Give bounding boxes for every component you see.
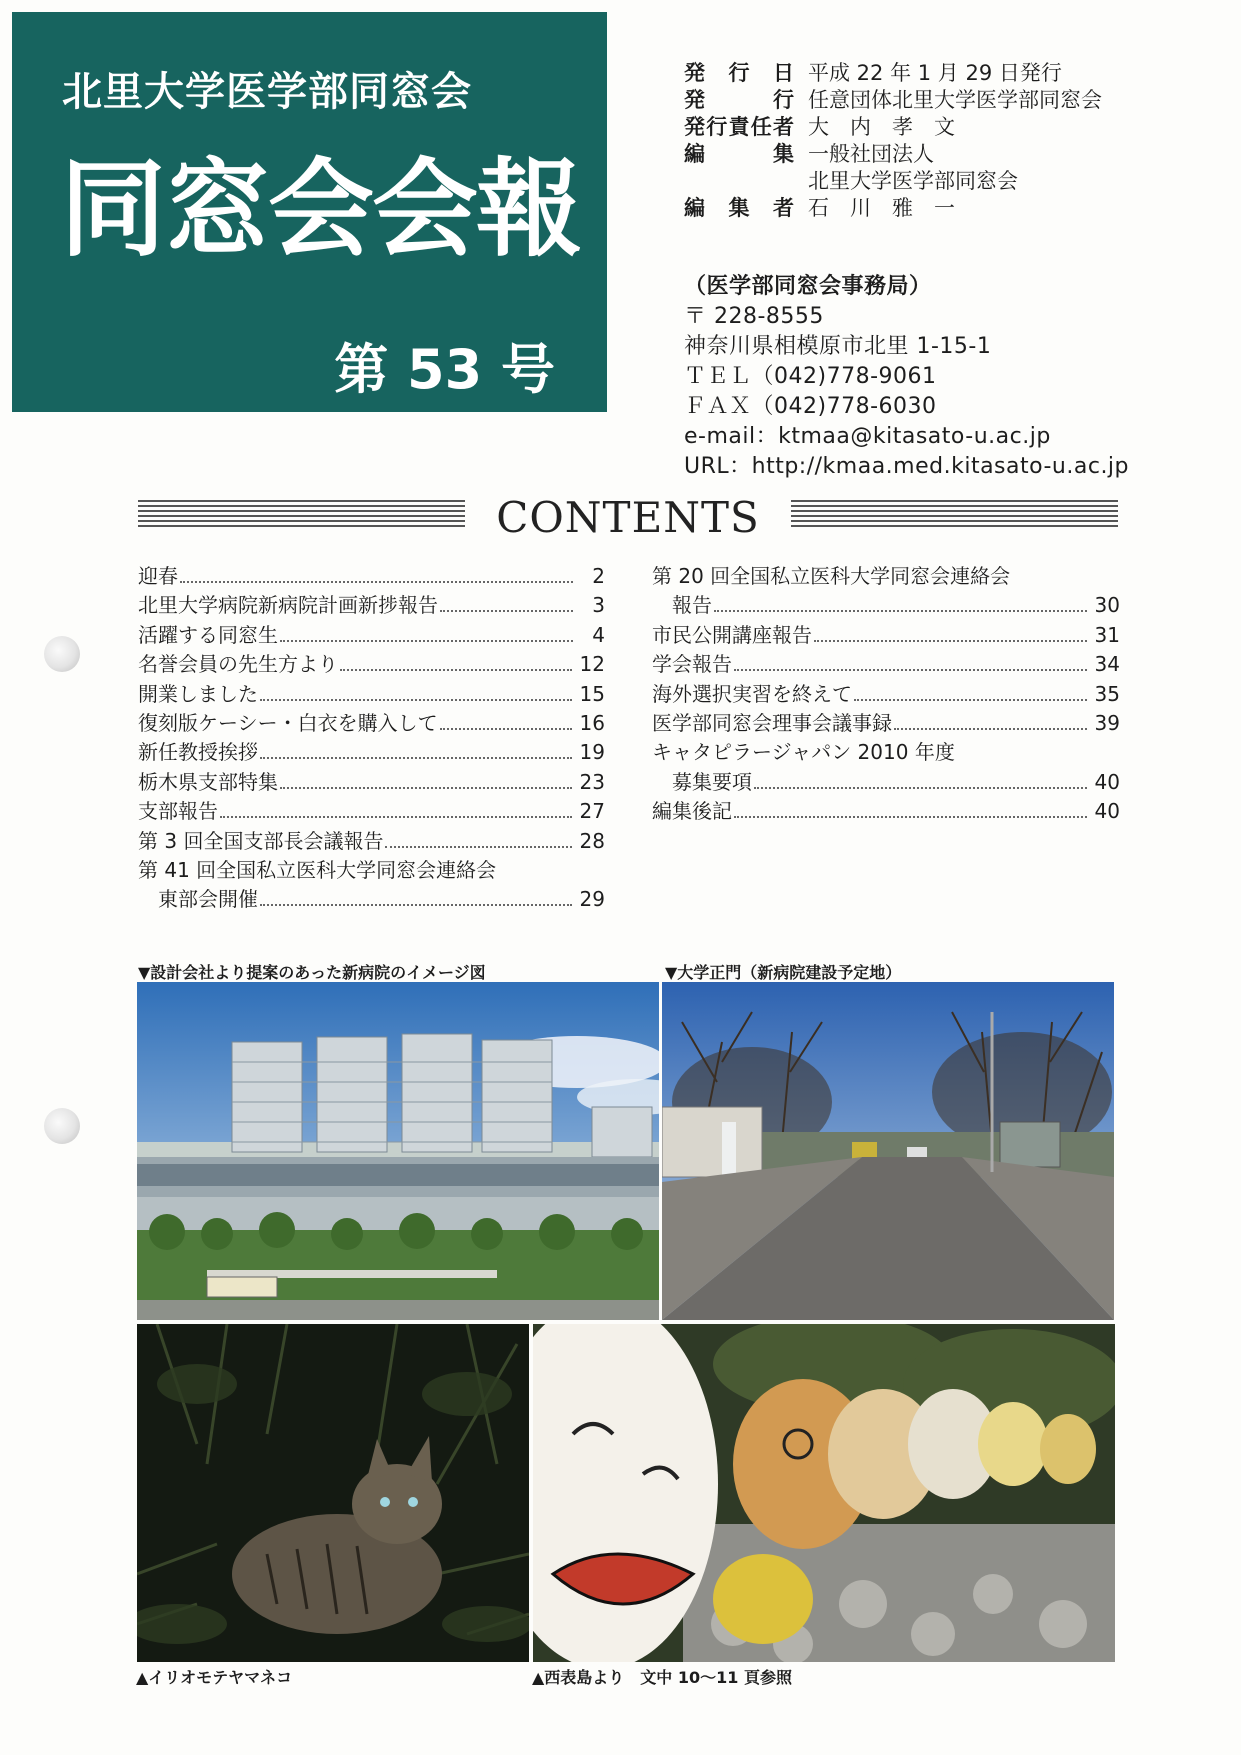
publication-info: [684, 60, 1224, 222]
toc-item[interactable]: 海外選択実習を終えて 35: [652, 681, 1120, 706]
postal-code: 〒 228-8555: [684, 304, 824, 329]
toc-item[interactable]: 第 41 回全国私立医科大学同窓会連絡会: [138, 857, 497, 882]
address: 神奈川県相模原市北里 1-15-1: [684, 334, 992, 359]
toc-item[interactable]: 医学部同窓会理事会議事録 39: [652, 710, 1120, 735]
newsletter-title: 同窓会会報: [60, 148, 580, 271]
masthead: [12, 12, 607, 412]
office-title: （医学部同窓会事務局）: [684, 274, 932, 299]
issue-number: 第 53 号: [334, 338, 555, 401]
caption-hospital-render: ▼設計会社より提案のあった新病院のイメージ図: [138, 963, 486, 982]
toc-item[interactable]: 名誉会員の先生方より 12: [138, 652, 605, 677]
organization-name: 北里大学医学部同窓会: [62, 69, 472, 115]
email: e-mail：ktmaa@kitasato-u.ac.jp: [684, 424, 1051, 449]
toc-item[interactable]: 北里大学病院新病院計画新捗報告 3: [138, 593, 605, 618]
pub-row: 発行 任意団体北里大学医学部同窓会: [684, 88, 1102, 112]
toc-item[interactable]: 学会報告 34: [652, 652, 1120, 677]
toc-item[interactable]: 編集後記 40: [652, 799, 1120, 824]
caption-island: ▲西表島より 文中 10～11 頁参照: [532, 1668, 792, 1687]
fax: ＦＡＸ（042)778-6030: [684, 394, 937, 419]
contents-heading: [138, 493, 1118, 543]
toc-item[interactable]: 市民公開講座報告 31: [652, 622, 1120, 647]
toc-item[interactable]: 復刻版ケーシー・白衣を購入して 16: [138, 710, 605, 735]
pub-row: 北里大学医学部同窓会: [808, 169, 1018, 193]
binder-hole-lower: [44, 1108, 80, 1144]
url: URL：http://kmaa.med.kitasato-u.ac.jp: [684, 454, 1130, 479]
main-gate-image: [662, 982, 1114, 1320]
toc-item[interactable]: キャタピラージャパン 2010 年度: [652, 740, 955, 765]
toc-right-column: [652, 562, 1120, 827]
pub-row: 発行日 平成 22 年 1 月 29 日発行: [684, 61, 1062, 85]
pub-row: 発行責任者 大 内 孝 文: [684, 115, 955, 139]
toc-item[interactable]: 活躍する同窓生 4: [138, 622, 605, 647]
pub-row: 編集者 石 川 雅 一: [684, 196, 955, 220]
hospital-rendering-image: [137, 982, 659, 1320]
pub-row: 編集 一般社団法人: [684, 142, 934, 166]
toc-item[interactable]: 第 20 回全国私立医科大学同窓会連絡会: [652, 564, 1011, 588]
toc-item[interactable]: 支部報告 27: [138, 799, 605, 824]
toc-item[interactable]: 報告 30: [672, 593, 1120, 618]
caption-wildcat: ▲イリオモテヤマネコ: [136, 1668, 293, 1687]
toc-item[interactable]: 第 3 回全国支部長会議報告 28: [138, 828, 605, 853]
caption-main-gate: ▼大学正門（新病院建設予定地）: [665, 963, 902, 982]
toc-left-column: [138, 562, 605, 915]
contents-title: CONTENTS: [496, 493, 760, 542]
iriomote-cat-image: [137, 1324, 529, 1662]
painted-floats-image: [533, 1324, 1115, 1662]
toc-item[interactable]: 迎春 2: [138, 564, 605, 588]
tel: ＴＥＬ（042)778-9061: [684, 364, 937, 389]
toc-item[interactable]: 東部会開催 29: [158, 887, 605, 912]
binder-hole-upper: [44, 636, 80, 672]
office-info: [684, 272, 1224, 482]
toc-item[interactable]: 栃木県支部特集 23: [138, 769, 605, 794]
toc-item[interactable]: 開業しました 15: [138, 681, 605, 706]
toc-item[interactable]: 募集要項 40: [672, 769, 1120, 794]
toc-item[interactable]: 新任教授挨拶 19: [138, 740, 605, 765]
